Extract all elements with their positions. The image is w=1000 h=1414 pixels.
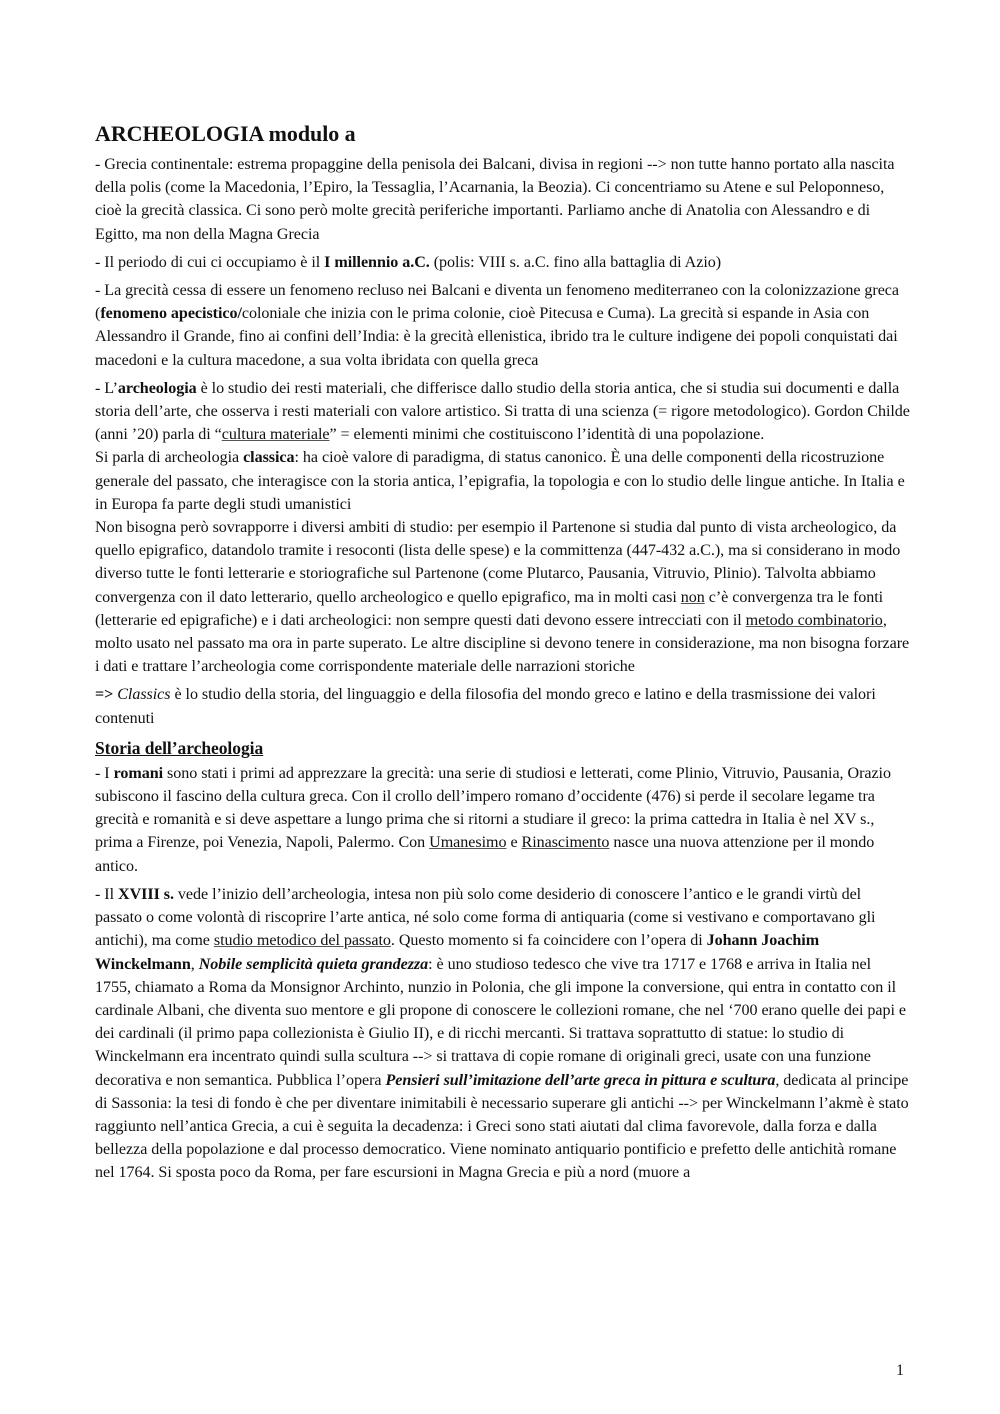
bold-classica: classica [243,449,295,467]
section-heading-storia: Storia dell’archeologia [95,737,264,758]
italic-classics: Classics [117,686,171,704]
bold-arrow: => [95,686,118,704]
paragraph-archeologia-classica: Si parla di archeologia classica: ha cioè valore di paradigma, di status canonico. È una delle componenti della ricostruzione generale del passato, che interagisce con la storia antica, l’epigrafia, la topologia e con lo studio delle lingue antiche. In Italia e in Europa fa parte degli studi umanistici [95,449,905,513]
paragraph-periodo: - Il periodo di cui ci occupiamo è il I millennio a.C. (polis: VIII s. a.C. fino alla battaglia di Azio) [95,253,722,271]
paragraph-ambiti-studio: Non bisogna però sovrapporre i diversi ambiti di studio: per esempio il Partenone si studia dal punto di vista archeologico, da quello epigrafico, datandolo tramite i resoconti (lista delle spese) e la committenza (447-432 a.C.), ma si considerano in modo diverso tutte le fonti letterarie e storiografiche sul Partenone (come Plutarco, Pausania, Vitruvio, Plinio). Talvolta abbiamo convergenza con il dato letterario, quello archeologico e quello epigrafico, ma in molti casi non c’è convergenza tra le fonti (letterarie ed epigrafiche) e i dati archeologici: non sempre questi dati devono essere intrecciati con il metodo combinatorio, molto usato nel passato ma ora in parte superato. Le altre discipline si devono tenere in considerazione, ma non bisogna forzare i dati e trattare l’archeologia come corrispondente materiale delle narrazioni storiche [95,519,910,676]
bold-millennio: I millennio a.C. [324,253,430,271]
underlined-rinascimento: Rinascimento [521,834,610,852]
paragraph-classics: => Classics è lo studio della storia, del linguaggio e della filosofia del mondo greco e latino e della trasmissione dei valori contenuti [95,686,876,727]
paragraph-archeologia-definizione: - L’archeologia è lo studio dei resti materiali, che differisce dallo studio della storia antica, che si studia sui documenti e dalla storia dell’arte, che osserva i resti materiali con valore artistico. Si tratta di una scienza (= rigore metodologico). Gordon Childe (anni ’20) parla di “cultura materiale” = elementi minimi che costituiscono l’identità di una popolazione. [95,379,910,444]
bold-italic-pensieri: Pensieri sull’imitazione dell’arte greca in pittura e scultura [385,1071,776,1089]
bold-winckelmann: Johann Joachim Winckelmann [95,932,820,973]
page-number: 1 [896,1362,904,1379]
bold-italic-nobile-semplicita: Nobile semplicità quieta grandezza [198,955,429,973]
underlined-cultura-materiale: cultura materiale [221,426,330,444]
underlined-studio-metodico: studio metodico del passato [213,932,391,950]
document-title: ARCHEOLOGIA modulo a [95,121,356,146]
paragraph-grecia-continentale: - Grecia continentale: estrema propaggine della penisola dei Balcani, divisa in regioni --> non tutte hanno portato alla nascita della polis (come la Macedonia, l’Epiro, la Tessaglia, l’Acarnania, la Beozia). Ci concentriamo su Atene e sul Peloponneso, cioè la grecità classica. Ci sono però molte grecità periferiche importanti. Parliamo anche di Anatolia con Alessandro e di Egitto, ma non della Magna Grecia [95,156,895,243]
underlined-non: non [680,588,705,606]
paragraph-grecita-mediterranea: - La grecità cessa di essere un fenomeno recluso nei Balcani e diventa un fenomeno mediterraneo con la colonizzazione greca (fenomeno apecistico/coloniale che inizia con le prima colonie, cioè Pitecusa e Cuma). La grecità si espande in Asia con Alessandro il Grande, fino ai confini dell’India: è la grecità ellenistica, ibrido tra le culture indigene dei popoli conquistati dai macedoni e la cultura macedone, a sua volta ibridata con quella greca [95,282,899,369]
paragraph-xviii-secolo: - Il XVIII s. vede l’inizio dell’archeologia, intesa non più solo come desiderio di conoscere l’antico e le grandi virtù del passato o come volontà di riscoprire l’arte antica, né solo come forma di antiquaria (come si vestivano e comportavano gli antichi), ma come studio metodico del passato. Questo momento si fa coincidere con l’opera di Johann Joachim Winckelmann, Nobile semplicità quieta grandezza: è uno studioso tedesco che vive tra 1717 e 1768 e arriva in Italia nel 1755, chiamato a Roma da Monsignor Archinto, nunzio in Polonia, che gli impone la conversione, qui entra in contatto con il cardinale Albani, che diventa suo mentore e gli propone di conoscere le collezioni romane, che nel ‘700 erano quelle dei papi e dei cardinali (il primo papa collezionista è Giulio II), e di ricchi mercanti. Si trattava soprattutto di statue: lo studio di Winckelmann era incentrato quindi sulla scultura --> si trattava di copie romane di originali greci, usate con una funzione decorativa e non semantica. Pubblica l’opera Pensieri sull’imitazione dell’arte greca in pittura e scultura, dedicata al principe di Sassonia: la tesi di fondo è che per diventare inimitabili è necessario superare gli antichi --> per Winckelmann l’akmè è stato raggiunto nell’antica Grecia, a cui è seguita la decadenza: i Greci sono stati aiutati dal clima favorevole, dalla forza e dalla bellezza della popolazione e dal processo democratico. Viene nominato antiquario pontificio e prefetto delle antichità romane nel 1764. Si sposta poco da Roma, per fare escursioni in Magna Grecia e più a nord (muore a [95,885,909,1182]
underlined-umanesimo: Umanesimo [429,834,507,852]
bold-romani: romani [113,764,164,782]
bold-xviii: XVIII s. [118,885,174,903]
page-content [95,119,910,1190]
paragraph-romani: - I romani sono stati i primi ad apprezzare la grecità: una serie di studiosi e letterati, come Plinio, Vitruvio, Pausania, Orazio subiscono il fascino della cultura greca. Con il crollo dell’impero romano d’occidente (476) si perde il secolare legame tra grecità e romanità e si deve aspettare a lungo prima che si ritorni a studiare il greco: la prima cattedra in Italia è nel XV s., prima a Firenze, poi Venezia, Napoli, Palermo. Con Umanesimo e Rinascimento nasce una nuova attenzione per il mondo antico. [95,764,891,875]
bold-archeologia: archeologia [117,379,197,397]
bold-fenomeno-apecistico: fenomeno apecistico/ [100,305,242,323]
underlined-metodo-combinatorio: metodo combinatorio [745,611,883,629]
